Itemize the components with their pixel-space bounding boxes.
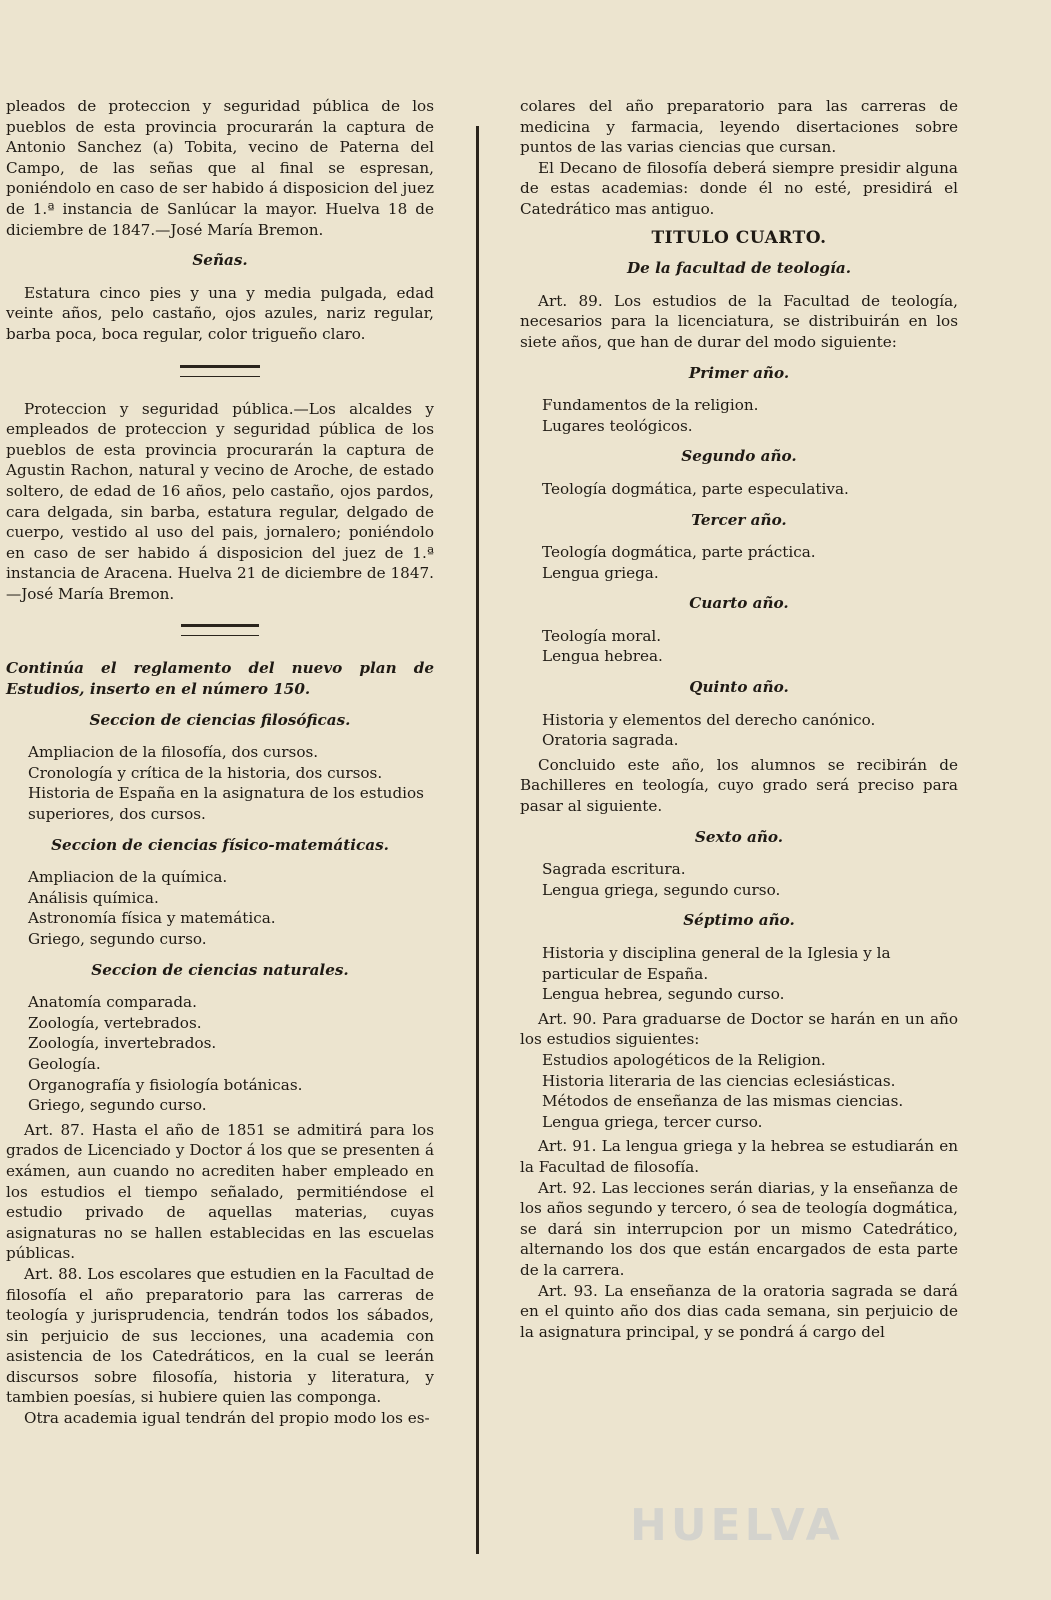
fisico-list — [6, 867, 434, 949]
paragraph-decano: El Decano de filosofía deberá siempre presidir alguna de estas academias: donde él no esté, presidirá el Catedrático mas antiguo. — [520, 158, 958, 218]
section-separator — [181, 624, 259, 636]
paragraph-continuation: colares del año preparatorio para las carreras de medicina y farmacia, leyendo disertaciones sobre puntos de las varias ciencias que cursan. — [520, 97, 958, 157]
primer-ano-list — [520, 395, 958, 436]
list-item: Lengua hebrea. — [542, 647, 663, 666]
list-item: Métodos de enseñanza de las mismas ciencias. — [542, 1092, 904, 1111]
paragraph-otra-academia: Otra academia igual tendrán del propio modo los es- — [24, 1409, 430, 1428]
sexto-ano-heading: Sexto año. — [694, 827, 784, 846]
list-item: Fundamentos de la religion. — [542, 396, 759, 415]
list-item: Historia literaria de las ciencias eclesiásticas. — [542, 1071, 896, 1090]
list-item: Lugares teológicos. — [542, 416, 693, 435]
right-column — [520, 96, 958, 1342]
list-item: Griego, segundo curso. — [28, 1096, 207, 1115]
list-item: Teología dogmática, parte especulativa. — [542, 479, 849, 498]
list-item: Organografía y fisiología botánicas. — [28, 1075, 303, 1094]
list-item: Análisis química. — [28, 888, 159, 907]
quinto-ano-list — [520, 710, 958, 751]
seccion-filosoficas-heading: Seccion de ciencias filosóficas. — [89, 710, 351, 729]
list-item: Lengua griega, tercer curso. — [542, 1112, 763, 1131]
list-item: Lengua griega, segundo curso. — [542, 880, 781, 899]
article-89: Art. 89. Los estudios de la Facultad de teología, necesarios para la licenciatura, se distribuirán en los siete años, que han de durar del modo siguiente: — [520, 291, 958, 351]
quinto-ano-heading: Quinto año. — [689, 678, 789, 697]
article-93: Art. 93. La enseñanza de la oratoria sagrada se dará en el quinto año dos dias cada semana, sin perjuicio de la asignatura principal, y se pondrá á cargo del — [520, 1281, 958, 1341]
article-87: Art. 87. Hasta el año de 1851 se admitirá para los grados de Licenciado y Doctor á los que se presenten á exámen, aun cuando no acrediten haber empleado en los estudios el tiempo señalado, permitiéndose el estudio privado de aquellas materias, cuyas asignaturas no se hallen establecidas en las escuelas públicas. — [6, 1120, 434, 1263]
seccion-naturales-heading: Seccion de ciencias naturales. — [91, 960, 349, 979]
doctor-studies-list — [520, 1050, 958, 1132]
cuarto-ano-heading: Cuarto año. — [689, 594, 789, 613]
list-item: Zoología, invertebrados. — [28, 1034, 217, 1053]
list-item: Zoología, vertebrados. — [28, 1013, 202, 1032]
facultad-teologia-heading: De la facultad de teología. — [626, 259, 851, 278]
column-divider — [476, 126, 479, 1554]
titulo-cuarto: TITULO CUARTO. — [651, 227, 827, 248]
senas-heading: Señas. — [192, 251, 248, 270]
segundo-ano-heading: Segundo año. — [681, 447, 797, 466]
list-item: Lengua griega. — [542, 563, 659, 582]
article-90: Art. 90. Para graduarse de Doctor se harán en un año los estudios siguientes: — [520, 1009, 958, 1049]
seccion-fisico-heading: Seccion de ciencias físico-matemáticas. — [51, 835, 389, 854]
list-item: Historia y elementos del derecho canónico. — [542, 710, 876, 729]
list-item: Oratoria sagrada. — [542, 731, 679, 750]
list-item: Teología moral. — [542, 626, 662, 645]
paragraph-bachilleres: Concluido este año, los alumnos se recibirán de Bachilleres en teología, cuyo grado será preciso para pasar al siguiente. — [520, 755, 958, 816]
list-item: Teología dogmática, parte práctica. — [542, 543, 816, 562]
filosoficas-list — [6, 742, 434, 824]
article-92: Art. 92. Las lecciones serán diarias, y la enseñanza de los años segundo y tercero, ó sea de teología dogmática, se dará sin interrupcion por un mismo Catedrático, alternando los dos que están encargados de esta parte de la carrera. — [520, 1178, 958, 1279]
article-91: Art. 91. La lengua griega y la hebrea se estudiarán en la Facultad de filosofía. — [520, 1137, 958, 1176]
cuarto-ano-list — [520, 626, 958, 667]
section-separator — [180, 365, 260, 377]
article-88: Art. 88. Los escolares que estudien en la Facultad de filosofía el año preparatorio para las carreras de teología y jurisprudencia, tendrán todos los sábados, sin perjuicio de sus lecciones, una academia con asistencia de los Catedráticos, en la cual se leerán discursos sobre filosofía, historia y literatura, y tambien poesías, si hubiere quien las componga. — [6, 1264, 434, 1407]
paragraph-captura-rachon: Proteccion y seguridad pública.—Los alcaldes y empleados de proteccion y seguridad pública de los pueblos de esta provincia procurarán la captura de Agustin Rachon, natural y vecino de Aroche, de estado soltero, de edad de 16 años, pelo castaño, ojos pardos, cara delgada, sin barba, estatura regular, delgado de cuerpo, vestido al uso del pais, jornalero; poniéndolo en caso de ser habido á disposicion del juez de 1.ª instancia de Aracena. Huelva 21 de diciembre de 1847. —José María Bremon. — [6, 399, 434, 603]
list-item: Griego, segundo curso. — [28, 930, 207, 948]
list-item: Lengua hebrea, segundo curso. — [542, 985, 785, 1004]
segundo-ano-list — [520, 479, 958, 500]
tercer-ano-heading: Tercer año. — [691, 510, 787, 529]
septimo-ano-heading: Séptimo año. — [683, 911, 795, 930]
list-item: Historia y disciplina general de la Iglesia y la particular de España. — [542, 944, 891, 983]
list-item: Sagrada escritura. — [542, 860, 686, 879]
list-item: Estudios apologéticos de la Religion. — [542, 1050, 826, 1069]
primer-ano-heading: Primer año. — [688, 363, 790, 382]
continua-reglamento-heading: Continúa el reglamento del nuevo plan de Estudios, inserto en el número 150. — [6, 659, 434, 699]
list-item: Anatomía comparada. — [28, 993, 197, 1012]
list-item: Ampliacion de la filosofía, dos cursos. — [28, 743, 319, 762]
tercer-ano-list — [520, 542, 958, 583]
library-watermark: HUELVA — [630, 1500, 844, 1551]
sexto-ano-list — [520, 859, 958, 900]
septimo-ano-list — [520, 943, 958, 1005]
paragraph-captura-sanchez: pleados de proteccion y seguridad pública de los pueblos de esta provincia procurarán la captura de Antonio Sanchez (a) Tobita, vecino de Paterna del Campo, de las señas que al final se espresan, poniéndolo en caso de ser habido á disposicion del juez de 1.ª instancia de Sanlúcar la mayor. Huelva 18 de diciembre de 1847.—José María Bremon. — [6, 97, 434, 239]
left-column — [6, 96, 434, 1429]
list-item: Geología. — [28, 1054, 101, 1073]
list-item: Ampliacion de la química. — [28, 868, 228, 887]
list-item: Astronomía física y matemática. — [28, 909, 276, 928]
list-item: Cronología y crítica de la historia, dos cursos. — [28, 763, 383, 782]
list-item: Historia de España en la asignatura de los estudios superiores, dos cursos. — [28, 784, 424, 824]
senas-description: Estatura cinco pies y una y media pulgada, edad veinte años, pelo castaño, ojos azules, nariz regular, barba poca, boca regular, color trigueño claro. — [6, 283, 434, 343]
naturales-list — [6, 992, 434, 1116]
